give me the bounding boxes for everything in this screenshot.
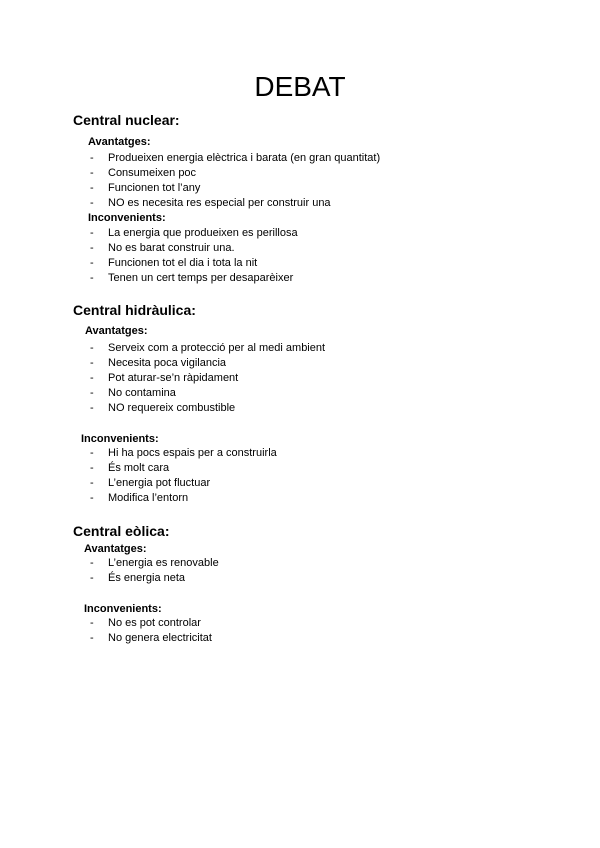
list-item-text: La energia que produeixen es perillosa [108,227,298,239]
list-dash: - [90,167,94,179]
list-dash: - [90,272,94,284]
list-item-text: No genera electricitat [108,632,212,644]
list-item [0,371,600,386]
advantages-heading-nuclear: Avantatges: [88,136,151,148]
list-item-text: L’energia pot fluctuar [108,477,211,489]
section-title-hydraulic: Central hidràulica: [73,302,196,318]
advantages-list-hydraulic [0,341,600,416]
list-item [0,401,600,416]
list-item [0,616,600,631]
list-item-text: Hi ha pocs espais per a construirla [108,447,277,459]
list-item [0,151,600,166]
list-dash: - [90,227,94,239]
list-item [0,571,600,586]
list-item-text: Produeixen energia elèctrica i barata (en gran quantitat) [108,152,381,164]
list-dash: - [90,632,94,644]
list-item-text: Funcionen tot el dia i tota la nit [108,257,258,269]
list-dash: - [90,197,94,209]
list-dash: - [90,182,94,194]
list-item [0,271,600,286]
list-item-text: És molt cara [108,462,170,474]
list-item-text: L’energia es renovable [108,557,219,569]
list-item-text: No es barat construir una. [108,242,235,254]
list-dash: - [90,477,94,489]
list-item-text: És energia neta [108,572,186,584]
list-item [0,356,600,371]
section-title-nuclear: Central nuclear: [73,112,180,128]
list-item [0,631,600,646]
list-item [0,446,600,461]
list-dash: - [90,387,94,399]
list-dash: - [90,492,94,504]
list-dash: - [90,342,94,354]
list-dash: - [90,402,94,414]
list-item-text: Necesita poca vigilancia [108,357,227,369]
list-item [0,461,600,476]
list-item-text: Consumeixen poc [108,167,197,179]
disadvantages-heading-wind: Inconvenients: [84,603,162,615]
advantages-heading-wind: Avantatges: [84,543,147,555]
disadvantages-heading-nuclear: Inconvenients: [88,212,166,224]
list-item [0,166,600,181]
list-dash: - [90,257,94,269]
disadvantages-list-nuclear [0,226,600,286]
list-dash: - [90,572,94,584]
disadvantages-list-wind [0,616,600,646]
list-item-text: No es pot controlar [108,617,201,629]
list-item [0,341,600,356]
list-item [0,226,600,241]
disadvantages-heading-hydraulic: Inconvenients: [81,433,159,445]
list-item-text: Tenen un cert temps per desaparèixer [108,272,294,284]
disadvantages-list-hydraulic [0,446,600,506]
list-item-text: No contamina [108,387,176,399]
page-title: DEBAT [254,71,346,102]
list-dash: - [90,447,94,459]
list-item [0,256,600,271]
list-item [0,556,600,571]
list-dash: - [90,372,94,384]
list-dash: - [90,462,94,474]
list-item [0,181,600,196]
list-dash: - [90,357,94,369]
list-item [0,386,600,401]
list-item-text: NO es necesita res especial per construir una [108,197,331,209]
list-item-text: Funcionen tot l’any [108,182,201,194]
section-title-wind: Central eòlica: [73,523,170,539]
list-dash: - [90,152,94,164]
list-dash: - [90,617,94,629]
list-item [0,196,600,211]
advantages-list-nuclear [0,151,600,211]
list-item [0,491,600,506]
list-dash: - [90,242,94,254]
list-item [0,241,600,256]
list-item-text: Serveix com a protecció per al medi ambient [108,342,326,354]
list-dash: - [90,557,94,569]
advantages-list-wind [0,556,600,586]
list-item-text: Pot aturar-se’n ràpidament [108,372,239,384]
list-item [0,476,600,491]
list-item-text: Modifica l’entorn [108,492,189,504]
list-item-text: NO requereix combustible [108,402,236,414]
advantages-heading-hydraulic: Avantatges: [85,325,148,337]
